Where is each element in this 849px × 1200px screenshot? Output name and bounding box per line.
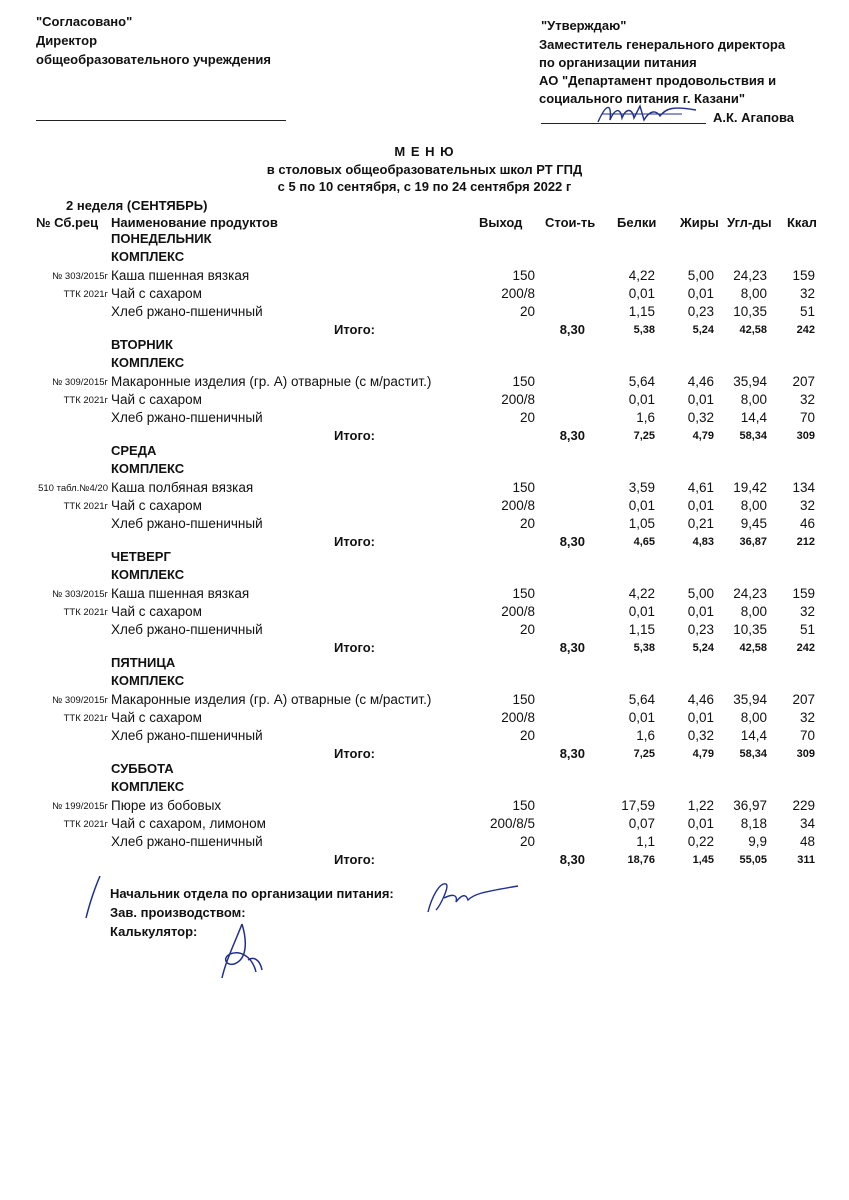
total-cost: 8,30 — [559, 322, 585, 337]
dish-output: 200/8 — [501, 286, 535, 301]
total-cost: 8,30 — [559, 852, 585, 867]
dish-fat: 0,23 — [687, 622, 714, 637]
dish-output: 200/8 — [501, 498, 535, 513]
dish-kcal: 207 — [792, 374, 815, 389]
dish-fat: 4,46 — [687, 374, 714, 389]
total-label: Итого: — [334, 428, 375, 443]
dish-output: 20 — [519, 410, 535, 425]
day-name: ПЯТНИЦА — [111, 655, 176, 670]
total-cost: 8,30 — [559, 534, 585, 549]
total-carbs: 42,58 — [739, 324, 767, 336]
recipe-ref: № 309/2015г — [52, 377, 108, 388]
dish-protein: 1,6 — [636, 728, 655, 743]
dish-name: Хлеб ржано-пшеничный — [111, 728, 263, 743]
dish-name: Макаронные изделия (гр. А) отварные (с м/растит.) — [111, 692, 432, 707]
total-carbs: 36,87 — [739, 536, 767, 548]
total-carbs: 42,58 — [739, 642, 767, 654]
dish-name: Чай с сахаром — [111, 286, 202, 301]
col-kcal: Ккал — [787, 215, 817, 230]
dish-kcal: 159 — [792, 268, 815, 283]
dish-carbs: 8,00 — [740, 710, 767, 725]
dish-fat: 0,01 — [687, 498, 714, 513]
dish-protein: 1,15 — [628, 622, 655, 637]
total-carbs: 58,34 — [739, 748, 767, 760]
dish-kcal: 46 — [799, 516, 815, 531]
dish-protein: 0,01 — [628, 286, 655, 301]
dish-carbs: 8,00 — [740, 604, 767, 619]
recipe-ref: 510 табл.№4/20 — [38, 483, 108, 494]
complex-label: КОМПЛЕКС — [111, 249, 185, 264]
total-fat: 5,24 — [692, 324, 714, 336]
signature-mark-icon — [82, 872, 106, 922]
dish-output: 20 — [519, 516, 535, 531]
dish-carbs: 8,00 — [740, 498, 767, 513]
dish-protein: 0,07 — [628, 816, 655, 831]
total-carbs: 58,34 — [739, 430, 767, 442]
dish-fat: 1,22 — [687, 798, 714, 813]
dish-fat: 0,32 — [687, 410, 714, 425]
dish-kcal: 32 — [799, 392, 815, 407]
recipe-ref: ТТК 2021г — [63, 395, 108, 406]
date-range: с 5 по 10 сентября, с 19 по 24 сентября 2022 г — [277, 179, 572, 194]
day-name: СУББОТА — [111, 761, 174, 776]
total-fat: 4,79 — [692, 748, 714, 760]
agreed-position: Директор — [36, 33, 98, 48]
col-name: Наименование продуктов — [111, 215, 278, 230]
calculator-signature-icon — [212, 920, 272, 984]
recipe-ref: ТТК 2021г — [63, 501, 108, 512]
day-name: ВТОРНИК — [111, 337, 173, 352]
approved-signer: А.К. Агапова — [713, 110, 795, 125]
dish-name: Хлеб ржано-пшеничный — [111, 410, 263, 425]
col-fat: Жиры — [680, 215, 719, 230]
total-cost: 8,30 — [559, 746, 585, 761]
total-kcal: 309 — [796, 748, 815, 760]
complex-label: КОМПЛЕКС — [111, 779, 185, 794]
dish-protein: 1,05 — [628, 516, 655, 531]
total-protein: 7,25 — [633, 430, 655, 442]
approved-title: "Утверждаю" — [541, 18, 627, 33]
page-subtitle: в столовых общеобразовательных школ РТ ГПД — [266, 162, 583, 177]
page-title: М Е Н Ю — [394, 144, 455, 159]
dish-output: 20 — [519, 304, 535, 319]
dish-name: Макаронные изделия (гр. А) отварные (с м/растит.) — [111, 374, 432, 389]
complex-label: КОМПЛЕКС — [111, 461, 185, 476]
footer-production-head: Зав. производством: — [110, 905, 246, 920]
dish-carbs: 8,00 — [740, 392, 767, 407]
dish-carbs: 36,97 — [733, 798, 767, 813]
footer-head-of-department: Начальник отдела по организации питания: — [110, 886, 394, 901]
dish-carbs: 8,00 — [740, 286, 767, 301]
dish-carbs: 10,35 — [733, 304, 767, 319]
dish-carbs: 24,23 — [733, 586, 767, 601]
dish-kcal: 70 — [799, 728, 815, 743]
approved-position: Заместитель генерального директора — [539, 37, 786, 52]
dish-output: 20 — [519, 622, 535, 637]
department-head-signature-icon — [422, 876, 522, 918]
dish-name: Чай с сахаром — [111, 604, 202, 619]
week-label: 2 неделя (СЕНТЯБРЬ) — [66, 198, 208, 213]
dish-kcal: 229 — [792, 798, 815, 813]
dish-kcal: 48 — [799, 834, 815, 849]
recipe-ref: № 309/2015г — [52, 695, 108, 706]
dish-output: 200/8 — [501, 710, 535, 725]
total-kcal: 212 — [796, 536, 815, 548]
dish-carbs: 9,45 — [740, 516, 767, 531]
agreed-signature-line — [36, 120, 286, 121]
dish-protein: 5,64 — [628, 374, 655, 389]
total-fat: 4,79 — [692, 430, 714, 442]
dish-protein: 0,01 — [628, 710, 655, 725]
dish-protein: 0,01 — [628, 392, 655, 407]
dish-fat: 0,22 — [687, 834, 714, 849]
dish-fat: 5,00 — [687, 586, 714, 601]
total-fat: 4,83 — [692, 536, 714, 548]
dish-protein: 1,6 — [636, 410, 655, 425]
dish-kcal: 34 — [799, 816, 815, 831]
total-kcal: 309 — [796, 430, 815, 442]
col-output: Выход — [479, 215, 523, 230]
dish-output: 150 — [512, 480, 535, 495]
day-name: ПОНЕДЕЛЬНИК — [111, 231, 212, 246]
total-label: Итого: — [334, 746, 375, 761]
col-carbs: Угл-ды — [727, 215, 772, 230]
dish-kcal: 32 — [799, 498, 815, 513]
total-kcal: 311 — [797, 854, 815, 866]
dish-output: 150 — [512, 798, 535, 813]
total-label: Итого: — [334, 534, 375, 549]
agreed-organization: общеобразовательного учреждения — [36, 52, 271, 67]
complex-label: КОМПЛЕКС — [111, 355, 185, 370]
col-protein: Белки — [617, 215, 657, 230]
dish-kcal: 134 — [792, 480, 815, 495]
dish-kcal: 32 — [799, 286, 815, 301]
dish-fat: 0,01 — [687, 286, 714, 301]
dish-carbs: 8,18 — [740, 816, 767, 831]
dish-name: Хлеб ржано-пшеничный — [111, 622, 263, 637]
dish-output: 200/8 — [501, 392, 535, 407]
dish-output: 20 — [519, 834, 535, 849]
day-name: ЧЕТВЕРГ — [111, 549, 171, 564]
dish-fat: 0,23 — [687, 304, 714, 319]
dish-kcal: 207 — [792, 692, 815, 707]
dish-name: Пюре из бобовых — [111, 798, 222, 813]
total-kcal: 242 — [796, 324, 815, 336]
recipe-ref: ТТК 2021г — [63, 289, 108, 300]
dish-fat: 0,01 — [687, 392, 714, 407]
dish-name: Чай с сахаром — [111, 392, 202, 407]
dish-output: 200/8 — [501, 604, 535, 619]
recipe-ref: № 303/2015г — [52, 589, 108, 600]
dish-protein: 5,64 — [628, 692, 655, 707]
dish-name: Хлеб ржано-пшеничный — [111, 516, 263, 531]
dish-carbs: 24,23 — [733, 268, 767, 283]
recipe-ref: ТТК 2021г — [63, 713, 108, 724]
total-label: Итого: — [334, 852, 375, 867]
dish-fat: 0,21 — [687, 516, 714, 531]
approver-signature-icon — [592, 98, 702, 128]
total-protein: 5,38 — [633, 642, 655, 654]
dish-output: 150 — [512, 268, 535, 283]
dish-kcal: 70 — [799, 410, 815, 425]
approved-line-3: по организации питания — [539, 55, 697, 70]
dish-name: Каша полбяная вязкая — [111, 480, 254, 495]
dish-protein: 4,22 — [628, 586, 655, 601]
dish-protein: 1,15 — [628, 304, 655, 319]
dish-protein: 0,01 — [628, 498, 655, 513]
dish-name: Хлеб ржано-пшеничный — [111, 304, 263, 319]
dish-name: Хлеб ржано-пшеничный — [111, 834, 263, 849]
dish-name: Чай с сахаром — [111, 710, 202, 725]
dish-output: 20 — [519, 728, 535, 743]
recipe-ref: ТТК 2021г — [63, 819, 108, 830]
approved-line-5: социального питания г. Казани" — [539, 91, 746, 106]
recipe-ref: № 303/2015г — [52, 271, 108, 282]
total-protein: 18,76 — [627, 854, 655, 866]
dish-fat: 0,01 — [687, 710, 714, 725]
col-cost: Стои-ть — [545, 215, 596, 230]
dish-name: Каша пшенная вязкая — [111, 586, 250, 601]
dish-output: 200/8/5 — [489, 816, 535, 831]
total-fat: 1,45 — [692, 854, 714, 866]
dish-fat: 0,01 — [687, 816, 714, 831]
dish-output: 150 — [512, 586, 535, 601]
dish-name: Чай с сахаром — [111, 498, 202, 513]
dish-carbs: 9,9 — [748, 834, 767, 849]
dish-output: 150 — [512, 692, 535, 707]
dish-protein: 3,59 — [628, 480, 655, 495]
dish-kcal: 32 — [799, 604, 815, 619]
dish-fat: 4,46 — [687, 692, 714, 707]
recipe-ref: ТТК 2021г — [63, 607, 108, 618]
total-label: Итого: — [334, 322, 375, 337]
total-protein: 5,38 — [633, 324, 655, 336]
dish-fat: 4,61 — [687, 480, 714, 495]
total-carbs: 55,05 — [739, 854, 767, 866]
col-recipe: № Сб.рец — [36, 215, 99, 230]
dish-kcal: 51 — [799, 304, 815, 319]
day-name: СРЕДА — [111, 443, 157, 458]
dish-carbs: 35,94 — [733, 374, 767, 389]
total-cost: 8,30 — [559, 428, 585, 443]
dish-kcal: 159 — [792, 586, 815, 601]
dish-protein: 0,01 — [628, 604, 655, 619]
dish-protein: 17,59 — [621, 798, 655, 813]
dish-carbs: 10,35 — [733, 622, 767, 637]
dish-carbs: 19,42 — [733, 480, 767, 495]
dish-fat: 5,00 — [687, 268, 714, 283]
total-fat: 5,24 — [692, 642, 714, 654]
dish-fat: 0,01 — [687, 604, 714, 619]
total-cost: 8,30 — [559, 640, 585, 655]
dish-carbs: 14,4 — [740, 410, 767, 425]
approved-line-4: АО "Департамент продовольствия и — [539, 73, 777, 88]
recipe-ref: № 199/2015г — [52, 801, 108, 812]
footer-calculator: Калькулятор: — [110, 924, 198, 939]
complex-label: КОМПЛЕКС — [111, 567, 185, 582]
dish-fat: 0,32 — [687, 728, 714, 743]
dish-kcal: 32 — [799, 710, 815, 725]
dish-protein: 4,22 — [628, 268, 655, 283]
total-label: Итого: — [334, 640, 375, 655]
agreed-title: "Согласовано" — [36, 14, 133, 29]
dish-name: Чай с сахаром, лимоном — [111, 816, 266, 831]
complex-label: КОМПЛЕКС — [111, 673, 185, 688]
dish-output: 150 — [512, 374, 535, 389]
total-kcal: 242 — [796, 642, 815, 654]
dish-carbs: 35,94 — [733, 692, 767, 707]
dish-carbs: 14,4 — [740, 728, 767, 743]
total-protein: 4,65 — [633, 536, 655, 548]
dish-name: Каша пшенная вязкая — [111, 268, 250, 283]
total-protein: 7,25 — [633, 748, 655, 760]
dish-kcal: 51 — [799, 622, 815, 637]
dish-protein: 1,1 — [636, 834, 655, 849]
